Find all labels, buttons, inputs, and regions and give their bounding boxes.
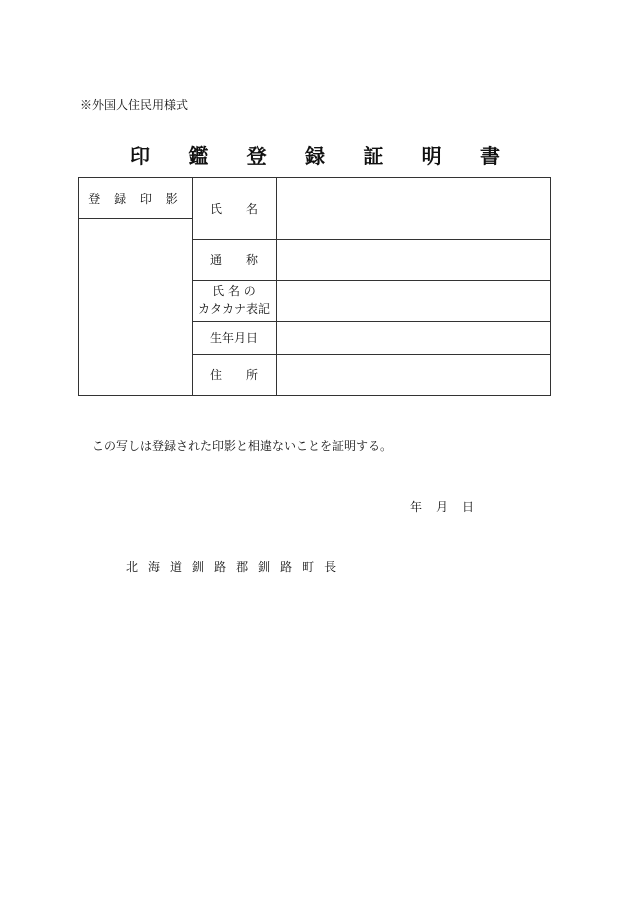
label-text: 住 所	[209, 368, 258, 382]
title-char: 録	[304, 144, 325, 168]
title-char: 印	[130, 144, 150, 168]
certificate-table	[78, 177, 551, 396]
date-month: 月	[436, 500, 449, 514]
issuer-name	[126, 558, 336, 575]
issuer-char: 北	[126, 560, 139, 574]
date-day: 日	[462, 500, 475, 514]
label-text: 通 称	[209, 253, 258, 267]
stamp-label: 登 録 印 影	[88, 192, 183, 206]
form-type-note: ※外国人住民用様式	[80, 98, 189, 112]
value-katakana	[276, 281, 550, 321]
label-katakana	[192, 282, 276, 318]
issuer-char: 路	[214, 560, 227, 574]
issuer-char: 釧	[258, 560, 271, 574]
label-name	[192, 200, 276, 218]
issuer-char: 海	[148, 560, 161, 574]
label-text: カタカナ表記	[197, 302, 270, 316]
issuer-char: 道	[170, 560, 183, 574]
title-char: 登	[246, 144, 267, 168]
label-text: 生年月日	[209, 331, 258, 345]
issuer-char: 郡	[236, 560, 249, 574]
label-text: 氏 名 の	[212, 284, 256, 298]
title-char: 証	[363, 144, 384, 168]
value-address	[276, 355, 550, 396]
title-char: 明	[421, 144, 442, 168]
value-alias	[276, 240, 550, 280]
title-char: 鑑	[188, 144, 209, 168]
value-birthdate	[276, 322, 550, 354]
issuer-char: 長	[324, 560, 337, 574]
issuer-char: 釧	[192, 560, 205, 574]
label-address	[192, 366, 276, 384]
issuer-char: 路	[280, 560, 293, 574]
label-alias	[192, 251, 276, 269]
label-text: 氏 名	[209, 202, 258, 216]
date-year: 年	[410, 500, 423, 514]
label-birthdate	[192, 329, 276, 347]
certification-statement: この写しは登録された印影と相違ないことを証明する。	[92, 439, 393, 453]
stamp-area	[79, 219, 192, 395]
issue-date	[410, 498, 474, 515]
document-title	[130, 140, 500, 169]
value-name	[276, 178, 550, 239]
title-char: 書	[479, 144, 500, 168]
issuer-char: 町	[302, 560, 315, 574]
